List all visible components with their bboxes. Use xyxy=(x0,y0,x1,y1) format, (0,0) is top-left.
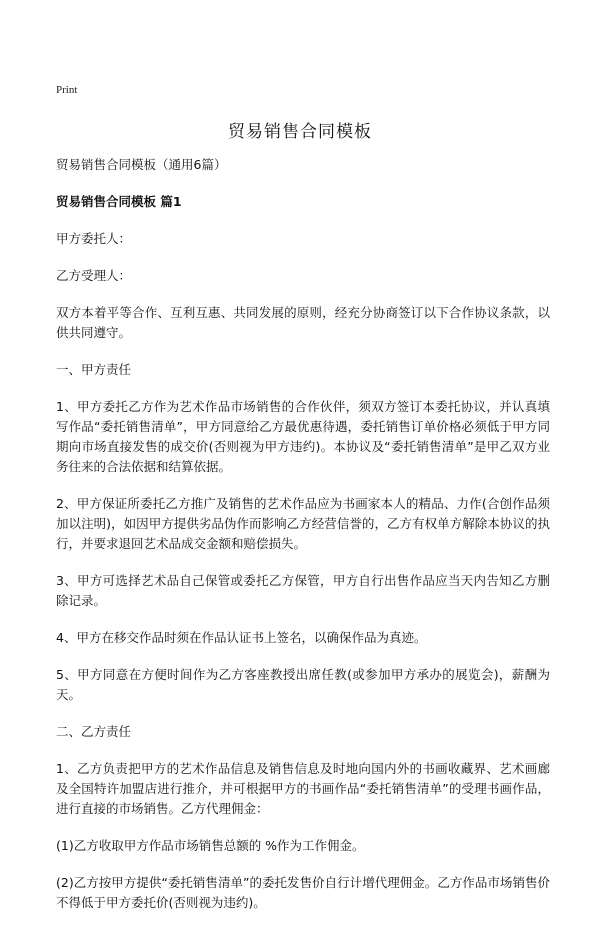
part2-heading: 二、乙方责任 xyxy=(56,724,132,739)
part1-item1: 1、甲方委托乙方作为艺术作品市场销售的合作伙伴，须双方签订本委托协议，并认真填写作品“委托销售清单”，甲方同意给乙方最优惠待遇，委托销售订单价格必须低于甲方同期向市场直接发售的成交价(否则视为甲方违约)。本协议及“委托销售清单”是甲乙双方业务往来的合法依据和结算依据。 xyxy=(56,399,550,474)
part2-item1: 1、乙方负责把甲方的艺术作品信息及销售信息及时地向国内外的书画收藏界、艺术画廊及全国特许加盟店进行推介，并可根据甲方的书画作品“委托销售清单”的受理书画作品，进行直接的市场销售。乙方代理佣金： xyxy=(56,761,550,816)
part2-item1-a: (1)乙方收取甲方作品市场销售总额的 %作为工作佣金。 xyxy=(56,838,365,853)
part1-item4: 4、甲方在移交作品时须在作品认证书上签名，以确保作品为真迹。 xyxy=(56,630,427,645)
party-b-line: 乙方受理人： xyxy=(56,268,132,283)
document-body xyxy=(56,155,550,930)
part1-item3: 3、甲方可选择艺术品自己保管或委托乙方保管，甲方自行出售作品应当天内告知乙方删除记录。 xyxy=(56,573,550,608)
intro-paragraph: 双方本着平等合作、互利互惠、共同发展的原则，经充分协商签订以下合作协议条款，以供共同遵守。 xyxy=(56,305,550,340)
part2-item1-b: (2)乙方按甲方提供“委托销售清单”的委托发售价自行计增代理佣金。乙方作品市场销售价不得低于甲方委托价(否则视为违约)。 xyxy=(56,875,550,910)
part1-item5: 5、甲方同意在方便时间作为乙方客座教授出席任教(或参加甲方承办的展览会)，薪酬为 天。 xyxy=(56,667,550,702)
section-heading: 贸易销售合同模板 篇1 xyxy=(56,194,182,209)
party-a-line: 甲方委托人： xyxy=(56,231,132,246)
part1-heading: 一、甲方责任 xyxy=(56,362,132,377)
document-title: 贸易销售合同模板 xyxy=(228,122,372,142)
document-subtitle: 贸易销售合同模板（通用6篇） xyxy=(56,157,227,172)
print-label: Print xyxy=(56,84,78,96)
part1-item2: 2、甲方保证所委托乙方推广及销售的艺术作品应为书画家本人的精品、力作(合创作品须加以注明)，如因甲方提供劣品伪作而影响乙方经营信誉的，乙方有权单方解除本协议的执行，并要求退回艺术品成交金额和赔偿损失。 xyxy=(56,496,550,551)
